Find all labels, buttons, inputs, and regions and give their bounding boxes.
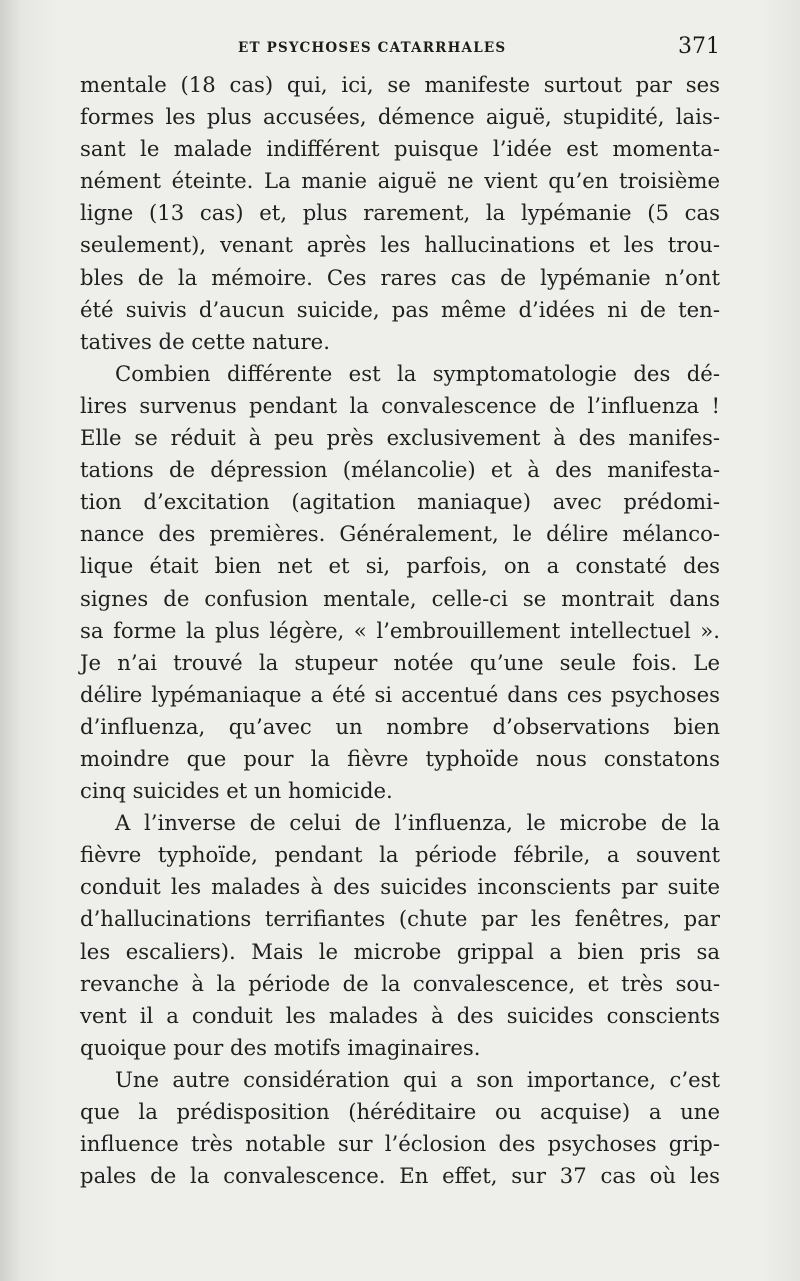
- text-line: été suivis d’aucun suicide, pas même d’idées ni de ten-: [80, 296, 720, 322]
- text-line: signes de confusion mentale, celle-ci se montrait dans: [80, 585, 720, 611]
- text-line: sa forme la plus légère, « l’embrouillement intellectuel ».: [80, 617, 720, 643]
- text-line: cinq suicides et un homicide.: [80, 778, 393, 804]
- text-line: moindre que pour la fièvre typhoïde nous constatons: [80, 745, 720, 771]
- text-line: nément éteinte. La manie aiguë ne vient qu’en troisième: [80, 168, 720, 194]
- text-line: quoique pour des motifs imaginaires.: [80, 1034, 481, 1060]
- text-line: revanche à la période de la convalescence, et très sou-: [80, 970, 720, 996]
- text-line: sant le malade indifférent puisque l’idée est momenta-: [80, 136, 720, 162]
- page-header: [80, 36, 720, 62]
- text-line: mentale (18 cas) qui, ici, se manifeste surtout par ses: [80, 72, 720, 97]
- text-line: fièvre typhoïde, pendant la période fébrile, a souvent: [80, 842, 720, 868]
- text-line: ligne (13 cas) et, plus rarement, la lypémanie (5 cas: [80, 200, 720, 226]
- text-line: formes les plus accusées, démence aiguë, stupidité, lais-: [80, 104, 720, 130]
- text-line: A l’inverse de celui de l’influenza, le microbe de la: [115, 810, 720, 836]
- text-line: lires survenus pendant la convalescence de l’influenza !: [80, 392, 720, 418]
- page-number: 371: [678, 34, 720, 59]
- text-line: conduit les malades à des suicides inconscients par suite: [80, 874, 720, 900]
- text-line: nance des premières. Généralement, le délire mélanco-: [80, 521, 720, 547]
- text-line: tatives de cette nature.: [80, 328, 330, 354]
- running-head: ET PSYCHOSES CATARRHALES: [238, 40, 507, 56]
- text-line: les escaliers). Mais le microbe grippal a bien pris sa: [80, 938, 720, 964]
- text-line: Combien différente est la symptomatologie des dé-: [115, 360, 720, 386]
- text-line: bles de la mémoire. Ces rares cas de lypémanie n’ont: [80, 264, 720, 290]
- text-line: Elle se réduit à peu près exclusivement à des manifes-: [80, 425, 720, 451]
- text-line: d’hallucinations terrifiantes (chute par les fenêtres, par: [80, 906, 720, 932]
- text-line: lique était bien net et si, parfois, on a constaté des: [80, 553, 720, 579]
- text-line: Une autre considération qui a son importance, c’est: [115, 1066, 720, 1092]
- text-line: d’influenza, qu’avec un nombre d’observations bien: [80, 713, 720, 739]
- text-line: pales de la convalescence. En effet, sur 37 cas où les: [80, 1163, 720, 1189]
- text-line: influence très notable sur l’éclosion des psychoses grip-: [80, 1131, 720, 1157]
- text-line: délire lypémaniaque a été si accentué dans ces psychoses: [80, 681, 720, 707]
- text-line: vent il a conduit les malades à des suicides conscients: [80, 1002, 720, 1028]
- text-line: tations de dépression (mélancolie) et à des manifesta-: [80, 457, 720, 483]
- text-line: Je n’ai trouvé la stupeur notée qu’une seule fois. Le: [80, 649, 720, 675]
- body-text: [80, 69, 720, 1192]
- text-line: que la prédisposition (héréditaire ou acquise) a une: [80, 1099, 720, 1124]
- text-line: seulement), venant après les hallucinations et les trou-: [80, 232, 720, 258]
- text-line: tion d’excitation (agitation maniaque) avec prédomi-: [80, 489, 720, 515]
